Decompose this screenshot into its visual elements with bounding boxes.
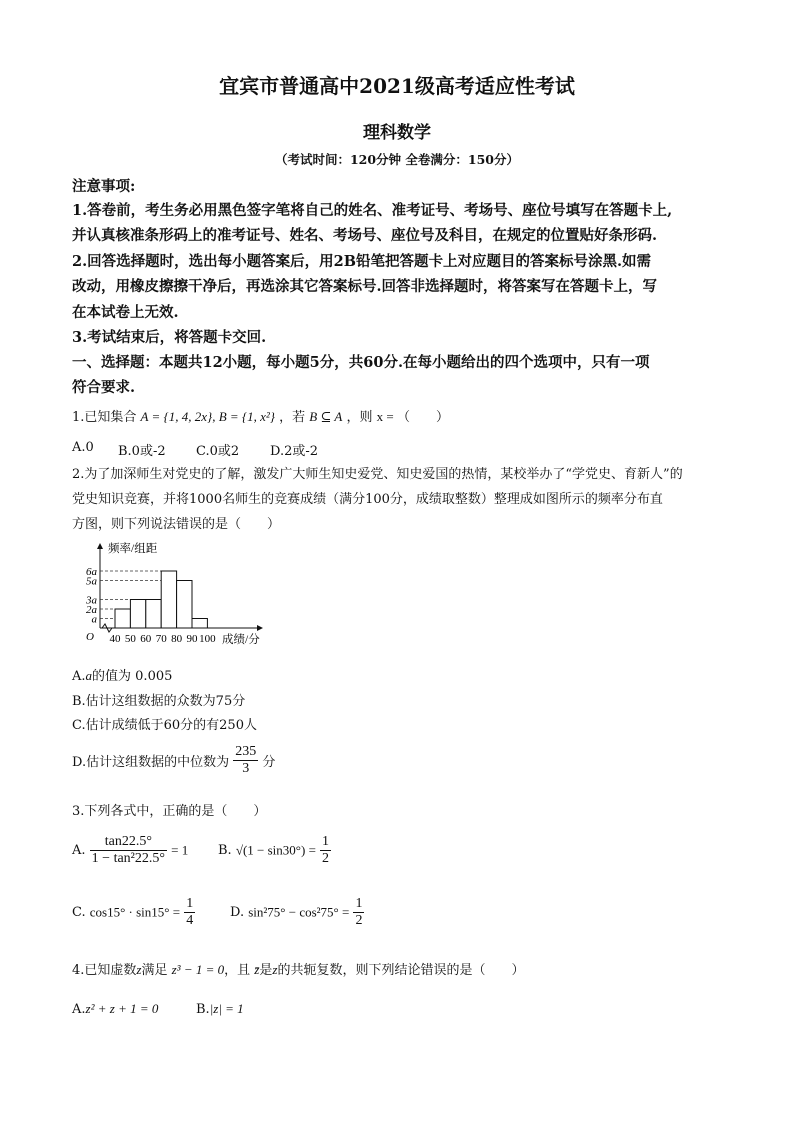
histogram-bar-50-60 bbox=[130, 600, 145, 629]
origin-label: O bbox=[86, 631, 94, 643]
q1-option-a: A.0 bbox=[72, 440, 94, 455]
q3-option-d: D. sin²75° − cos²75° = $\frac{1}{2}$ bbox=[230, 896, 363, 928]
q3-option-a: A. $\frac{\tan 22.5^\circ}{\text{1 − tan²22.5°}}$ = 1 bbox=[72, 834, 189, 866]
histogram-bar-80-90 bbox=[177, 581, 192, 629]
question-1-stem: 1.已知集合 A = {1, 4, 2x}, B = {1, x²} ，若 B ⊆ A ，则 x = （ ） bbox=[72, 409, 449, 425]
q2-option-c: C.估计成绩低于60分的有250人 bbox=[72, 718, 257, 733]
exam-title: 宜宾市普通高中2021级高考适应性考试 bbox=[219, 74, 575, 98]
histogram-bar-70-80 bbox=[161, 571, 176, 628]
q4-option-b: B.|z| = 1 bbox=[196, 1001, 244, 1017]
section-heading-line-2: 符合要求. bbox=[72, 379, 136, 396]
y-tick-2a: 2a bbox=[86, 604, 97, 616]
x-tick-50: 50 bbox=[124, 633, 136, 645]
histogram-bar-90-100 bbox=[192, 619, 207, 629]
question-3-stem: 3.下列各式中，正确的是（ ） bbox=[72, 804, 267, 819]
question-4-stem: 4.已知虚数z满足 z³ − 1 = 0，且 z̄是z的共轭复数，则下列结论错误的是（ ） bbox=[72, 962, 525, 978]
section-heading-line-1: 一、选择题：本题共12小题，每小题5分，共60分.在每小题给出的四个选项中，只有一项 bbox=[72, 354, 650, 371]
question-2-line-2: 党史知识竞赛，并将1000名师生的竞赛成绩（满分100分，成绩取整数）整理成如图所示的频率分布直 bbox=[72, 492, 663, 507]
note-line-2: 并认真核准条形码上的准考证号、姓名、考场号、座位号及科目，在规定的位置贴好条形码. bbox=[72, 227, 658, 244]
y-axis-title: 频率/组距 bbox=[108, 543, 158, 555]
y-tick-a: a bbox=[91, 613, 97, 626]
note-line-6: 3.考试结束后，将答题卡交回. bbox=[72, 329, 267, 346]
subset-condition: B ⊆ A bbox=[309, 409, 343, 424]
subject-title: 理科数学 bbox=[363, 123, 431, 143]
q2-option-a: A.a的值为 0.005 bbox=[72, 668, 173, 684]
note-line-1: 1.答卷前，考生务必用黑色签字笔将自己的姓名、准考证号、考场号、座位号填写在答题卡上, bbox=[72, 202, 673, 219]
q2-option-d: D.估计这组数据的中位数为 $\frac{235}{3}$ 分 bbox=[72, 744, 276, 776]
median-fraction: $\frac{235}{3}$ bbox=[235, 744, 257, 776]
y-tick-6a: 6a bbox=[86, 566, 97, 578]
set-b: B = {1, x²} bbox=[218, 409, 275, 424]
question-2-line-3: 方图，则下列说法错误的是（ ） bbox=[72, 517, 281, 532]
note-line-4: 改动，用橡皮擦擦干净后，再选涂其它答案标号.回答非选择题时，将答案写在答题卡上，写 bbox=[72, 278, 658, 295]
q2-option-b: B.估计这组数据的众数为75分 bbox=[72, 694, 246, 709]
set-a: A = {1, 4, 2x} bbox=[140, 409, 213, 424]
cubic-equation: z³ − 1 = 0 bbox=[171, 962, 225, 977]
q1-option-c: C.0或2 bbox=[196, 444, 240, 459]
q1-ask: x = （ ） bbox=[376, 409, 449, 424]
x-tick-70: 70 bbox=[155, 633, 167, 645]
x-tick-80: 80 bbox=[171, 633, 183, 645]
q3-option-c: C. cos15° · sin15° = $\frac{1}{4}$ bbox=[72, 896, 194, 928]
exam-info: （考试时间：120分钟 全卷满分：150分） bbox=[274, 152, 520, 167]
q1-option-d: D.2或-2 bbox=[270, 444, 319, 459]
x-axis-title: 成绩/分 bbox=[222, 634, 260, 646]
histogram-bar-60-70 bbox=[146, 600, 161, 629]
x-tick-100: 100 bbox=[199, 633, 216, 645]
q1-option-b: B.0或-2 bbox=[118, 444, 166, 459]
conjugate-z: z̄ bbox=[254, 962, 260, 977]
y-tick-5a: 5a bbox=[86, 575, 97, 588]
x-tick-90: 90 bbox=[186, 633, 198, 645]
x-tick-40: 40 bbox=[109, 633, 121, 645]
question-2-line-1: 2.为了加深师生对党史的了解，激发广大师生知史爱党、知史爱国的热情，某校举办了“学党史、育新人”的 bbox=[72, 467, 683, 482]
note-line-3: 2.回答选择题时，选出每小题答案后，用2B铅笔把答题卡上对应题目的答案标号涂黑.如需 bbox=[72, 253, 652, 270]
frequency-histogram bbox=[72, 538, 302, 650]
q3-option-b: B. √(1 − sin30°) = $\frac{1}{2}$ bbox=[218, 834, 330, 866]
q4-option-a: A.z² + z + 1 = 0 bbox=[72, 1001, 159, 1017]
notes-heading: 注意事项: bbox=[72, 178, 136, 195]
note-line-5: 在本试卷上无效. bbox=[72, 304, 179, 321]
y-tick-3a: 3a bbox=[86, 594, 97, 607]
x-tick-60: 60 bbox=[140, 633, 152, 645]
histogram-bar-40-50 bbox=[115, 609, 130, 628]
